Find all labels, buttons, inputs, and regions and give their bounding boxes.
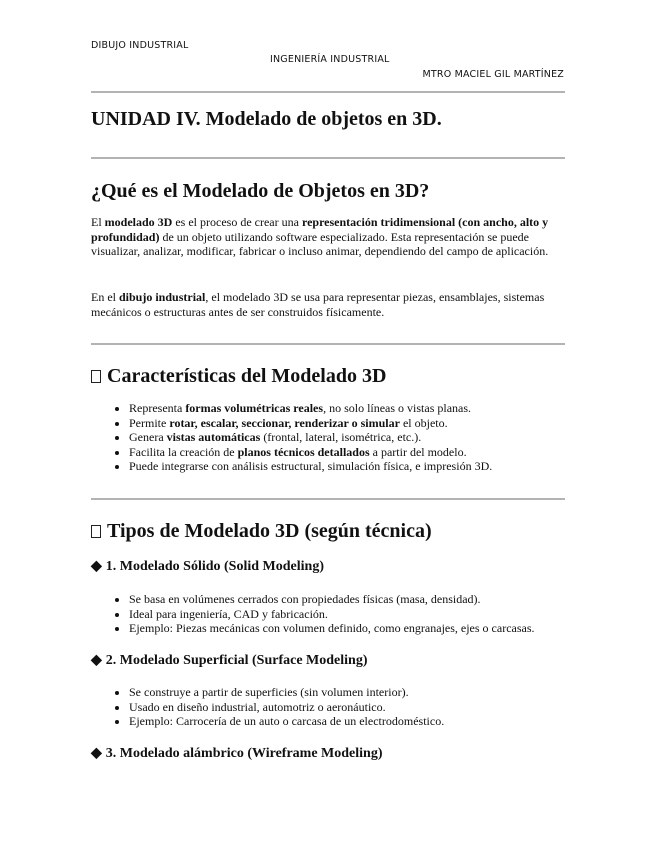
bold-run: planos técnicos detallados [237,444,370,459]
diamond-bullet-icon: ◆ [91,653,102,668]
checkbox-glyph-icon [91,370,101,383]
surface-modeling-list [91,685,565,729]
checkbox-glyph-icon [91,525,101,538]
text-run: , no solo líneas o vistas planas. [323,401,472,415]
header-program: INGENIERÍA INDUSTRIAL [270,54,390,65]
text-run: el objeto. [399,415,448,430]
divider [91,498,565,500]
text-run: de un objeto utilizando software especializado. Esta representación se puede visualizar, analizar, modificar, fabricar o incluso animar, dependiendo del campo de aplicación. [91,229,549,259]
characteristics-list [91,401,565,474]
divider [91,343,565,345]
text-run: Permite [129,415,170,430]
diamond-bullet-icon: ◆ [91,559,102,574]
bold-run: dibujo industrial [119,290,206,304]
text-run: El [91,215,105,229]
paragraph-definition [91,215,565,259]
subsection-title-text: 3. Modelado alámbrico (Wireframe Modeling) [105,746,383,761]
subsection-title-wireframe [91,745,383,762]
text-run: En el [91,290,119,304]
list-item: • Ejemplo: Carrocería de un auto o carcasa de un electrodoméstico. [129,714,565,729]
section-title-text: Tipos de Modelado 3D (según técnica) [107,520,432,542]
text-run: Puede integrarse con análisis estructural, simulación física, e impresión 3D. [129,459,493,474]
bold-run: representación tridimensional (con ancho, alto y profundidad) [91,215,549,244]
diamond-bullet-icon: ◆ [91,746,102,761]
solid-modeling-list [91,592,565,636]
subsection-title-surface [91,652,367,669]
bold-run: modelado 3D [104,215,173,229]
section-title-what-is: ¿Qué es el Modelado de Objetos en 3D? [91,180,430,202]
section-title-types [91,520,432,543]
header-teacher: MTRO MACIEL GIL MARTÍNEZ [422,69,564,80]
subsection-title-text: 1. Modelado Sólido (Solid Modeling) [105,559,324,574]
list-item: • Usado en diseño industrial, automotriz o aeronáutico. [129,700,565,715]
unit-title: UNIDAD IV. Modelado de objetos en 3D. [91,108,442,130]
section-title-text: Características del Modelado 3D [107,365,387,387]
list-item [129,401,565,416]
text-run: es el proceso de crear una [172,215,302,229]
list-item: • Se construye a partir de superficies (sin volumen interior). [129,685,565,700]
bold-run: rotar, escalar, seccionar, renderizar o simular [169,415,400,430]
list-item [129,459,565,474]
text-run: (frontal, lateral, isométrica, etc.). [260,430,422,445]
section-title-characteristics [91,365,386,388]
text-run: Representa [129,401,186,415]
list-item: • Ideal para ingeniería, CAD y fabricación. [129,607,565,622]
bold-run: vistas automáticas [166,430,261,445]
text-run: Genera [129,430,167,445]
bold-run: formas volumétricas reales [185,401,324,415]
divider [91,157,565,159]
list-item [129,416,565,431]
divider [91,91,565,93]
text-run: , el modelado 3D se usa para representar piezas, ensamblajes, sistemas mecánicos o estructuras antes de ser construidos físicamente. [91,290,545,319]
paragraph-industrial-use [91,290,565,319]
list-item [129,445,565,460]
list-item: • Ejemplo: Piezas mecánicas con volumen definido, como engranajes, ejes o carcasas. [129,621,565,636]
subsection-title-text: 2. Modelado Superficial (Surface Modeling) [105,653,368,668]
list-item: • Se basa en volúmenes cerrados con propiedades físicas (masa, densidad). [129,592,565,607]
list-item [129,430,565,445]
subsection-title-solid [91,558,324,575]
text-run: a partir del modelo. [369,444,467,459]
text-run: Facilita la creación de [129,444,238,459]
header-course: DIBUJO INDUSTRIAL [91,40,189,51]
